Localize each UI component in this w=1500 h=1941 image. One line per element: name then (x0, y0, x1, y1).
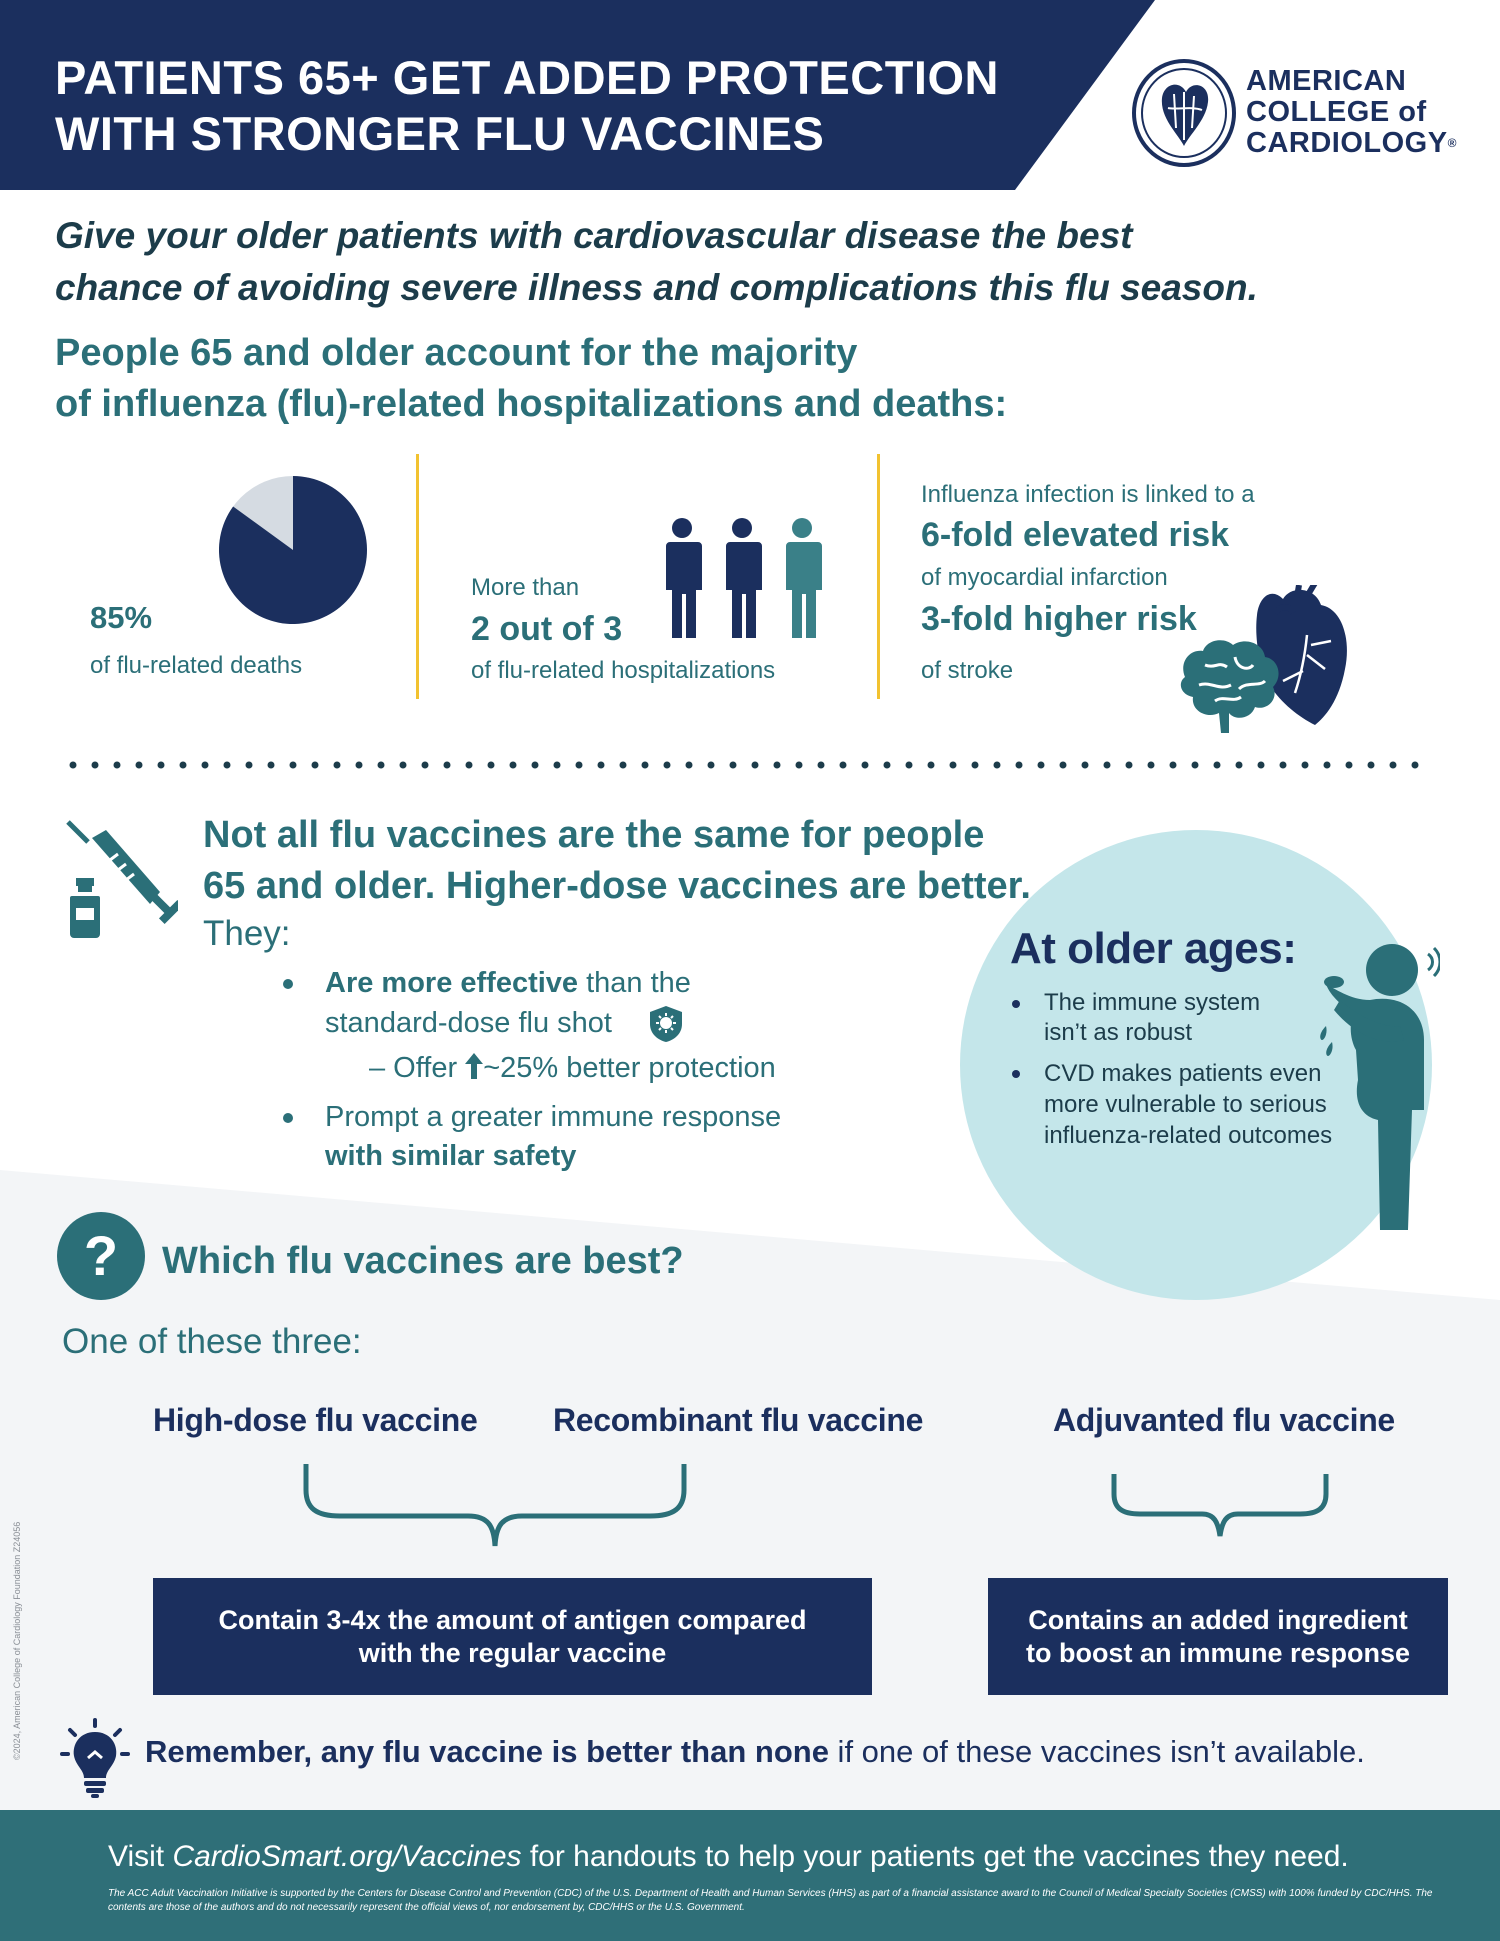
question-icon: ? (57, 1212, 145, 1300)
divider-dot (1148, 762, 1155, 769)
divider-dot (1214, 762, 1221, 769)
divider-dot (202, 762, 209, 769)
bullet-dot (283, 1113, 293, 1123)
benefit-immune: Prompt a greater immune response with similar safety (325, 1101, 782, 1172)
offer-line: – Offer ~25% better protection (369, 1052, 776, 1084)
divider-line (877, 454, 880, 699)
brace-connector (300, 1460, 690, 1550)
divider-dot (708, 762, 715, 769)
divider-dot (598, 762, 605, 769)
divider-dot (774, 762, 781, 769)
divider-dot (972, 762, 979, 769)
divider-dot (664, 762, 671, 769)
divider-dot (290, 762, 297, 769)
divider-dot (1390, 762, 1397, 769)
divider-dot (730, 762, 737, 769)
logo-wordmark: AMERICAN COLLEGE of CARDIOLOGY® (1246, 65, 1457, 159)
divider-dot (686, 762, 693, 769)
divider-dot (554, 762, 561, 769)
divider-dot (268, 762, 275, 769)
divider-dot (1258, 762, 1265, 769)
heart-brain-icon (1175, 585, 1395, 750)
person-icon (666, 518, 702, 638)
mi-label: of myocardial infarction (921, 564, 1168, 591)
remember-note: Remember, any flu vaccine is better than none if one of these vaccines isn’t available. (145, 1734, 1365, 1769)
divider-dot (906, 762, 913, 769)
copyright-note: ©2024, American College of Cardiology Foundation Z24056 (12, 1521, 22, 1760)
benefit-effective: Are more effective than the standard-dose flu shot (325, 967, 691, 1039)
divider-dot (92, 762, 99, 769)
divider-dot (840, 762, 847, 769)
disclaimer: The ACC Adult Vaccination Initiative is supported by the Centers for Disease Control and Prevention (CDC) of the U.S. Department of Health and Human Services (HHS) as part of a financial assistance award to the Council of Medical Specialty Societies (CMSS) with 100% funded by CDC/HHS. The contents are those of the authors and do not necessarily represent the official views of, nor endorsement by, CDC/HHS or the U.S. Government. (108, 1888, 1433, 1913)
divider-dot (1192, 762, 1199, 769)
page-title: PATIENTS 65+ GET ADDED PROTECTION WITH STRONGER FLU VACCINES (55, 51, 999, 160)
which-title: Which flu vaccines are best? (162, 1240, 684, 1282)
vaccine-recombinant: Recombinant flu vaccine (553, 1402, 924, 1438)
stroke-label: of stroke (921, 657, 1014, 684)
brain-icon (1181, 640, 1279, 733)
visit-line: Visit CardioSmart.org/Vaccines for handouts to help your patients get the vaccines they need. (108, 1840, 1349, 1873)
cardiosmart-link[interactable]: CardioSmart.org/Vaccines (172, 1840, 522, 1873)
divider-dot (70, 762, 77, 769)
divider-dot (796, 762, 803, 769)
divider-dot (862, 762, 869, 769)
older-ages-title: At older ages: (1010, 924, 1297, 973)
bullet-dot (283, 979, 293, 989)
people-icons (660, 518, 830, 638)
divider-dot (1346, 762, 1353, 769)
antigen-box: Contain 3-4x the amount of antigen compared with the regular vaccine (153, 1578, 872, 1695)
older-ages-item: CVD makes patients even more vulnerable to serious influenza-related outcomes (1044, 1060, 1333, 1149)
divider-dot (1236, 762, 1243, 769)
mi-risk: 6-fold elevated risk (921, 516, 1230, 554)
divider-dot (422, 762, 429, 769)
adjuvant-box: Contains an added ingredient to boost an immune response (988, 1578, 1448, 1695)
divider-dot (884, 762, 891, 769)
footer-band (0, 1810, 1500, 1941)
hosp-value: 2 out of 3 (471, 610, 623, 648)
vaccine-adjuvanted: Adjuvanted flu vaccine (1053, 1402, 1395, 1438)
divider-dot (488, 762, 495, 769)
divider-dot (246, 762, 253, 769)
virus-shield-icon (648, 1004, 684, 1044)
lead-statement: People 65 and older account for the majority of influenza (flu)-related hospitalizations and deaths: (55, 332, 1008, 425)
hosp-label: of flu-related hospitalizations (471, 657, 776, 684)
dotted-divider (66, 758, 1426, 772)
one-of-label: One of these three: (62, 1322, 362, 1361)
divider-dot (1170, 762, 1177, 769)
person-icon (786, 518, 822, 638)
divider-dot (642, 762, 649, 769)
divider-dot (532, 762, 539, 769)
divider-dot (466, 762, 473, 769)
divider-dot (1412, 762, 1419, 769)
linked-intro: Influenza infection is linked to a (921, 481, 1255, 508)
divider-dot (1126, 762, 1133, 769)
divider-dot (312, 762, 319, 769)
divider-dot (224, 762, 231, 769)
divider-dot (510, 762, 517, 769)
divider-dot (752, 762, 759, 769)
vial-icon (70, 878, 100, 938)
divider-line (416, 454, 419, 699)
divider-dot (444, 762, 451, 769)
divider-dot (1060, 762, 1067, 769)
divider-dot (1082, 762, 1089, 769)
older-ages-item: The immune system isn’t as robust (1044, 989, 1261, 1046)
divider-dot (928, 762, 935, 769)
brace-connector (1110, 1470, 1330, 1540)
arrow-up-icon (465, 1053, 483, 1079)
bullet-dot (1012, 1070, 1020, 1078)
stroke-risk: 3-fold higher risk (921, 600, 1197, 638)
divider-dot (818, 762, 825, 769)
divider-dot (1324, 762, 1331, 769)
divider-dot (620, 762, 627, 769)
subheading: Give your older patients with cardiovascular disease the best chance of avoiding severe illness and complications this flu season. (55, 215, 1258, 308)
divider-dot (136, 762, 143, 769)
divider-dot (1038, 762, 1045, 769)
divider-dot (158, 762, 165, 769)
divider-dot (180, 762, 187, 769)
divider-dot (1302, 762, 1309, 769)
lightbulb-icon (60, 1718, 130, 1798)
they-label: They: (203, 914, 291, 953)
vaccine-high-dose: High-dose flu vaccine (153, 1402, 478, 1438)
bullet-dot (1012, 1000, 1020, 1008)
divider-dot (1104, 762, 1111, 769)
deaths-label: of flu-related deaths (90, 652, 303, 679)
divider-dot (1280, 762, 1287, 769)
divider-dot (356, 762, 363, 769)
sick-person-icon (1320, 930, 1440, 1230)
deaths-percentage: 85% (90, 600, 153, 635)
divider-dot (950, 762, 957, 769)
divider-dot (994, 762, 1001, 769)
syringe-icon (62, 820, 178, 940)
divider-dot (1368, 762, 1375, 769)
divider-dot (1016, 762, 1023, 769)
heart-seal-icon (1132, 58, 1237, 168)
person-icon (726, 518, 762, 638)
divider-dot (378, 762, 385, 769)
divider-dot (114, 762, 121, 769)
heart-icon (1256, 585, 1347, 725)
divider-dot (400, 762, 407, 769)
divider-dot (576, 762, 583, 769)
vaccine-heading: Not all flu vaccines are the same for people 65 and older. Higher-dose vaccines are better. (203, 814, 1031, 907)
hosp-prefix: More than (471, 574, 580, 601)
divider-dot (334, 762, 341, 769)
pie-chart (218, 475, 368, 625)
